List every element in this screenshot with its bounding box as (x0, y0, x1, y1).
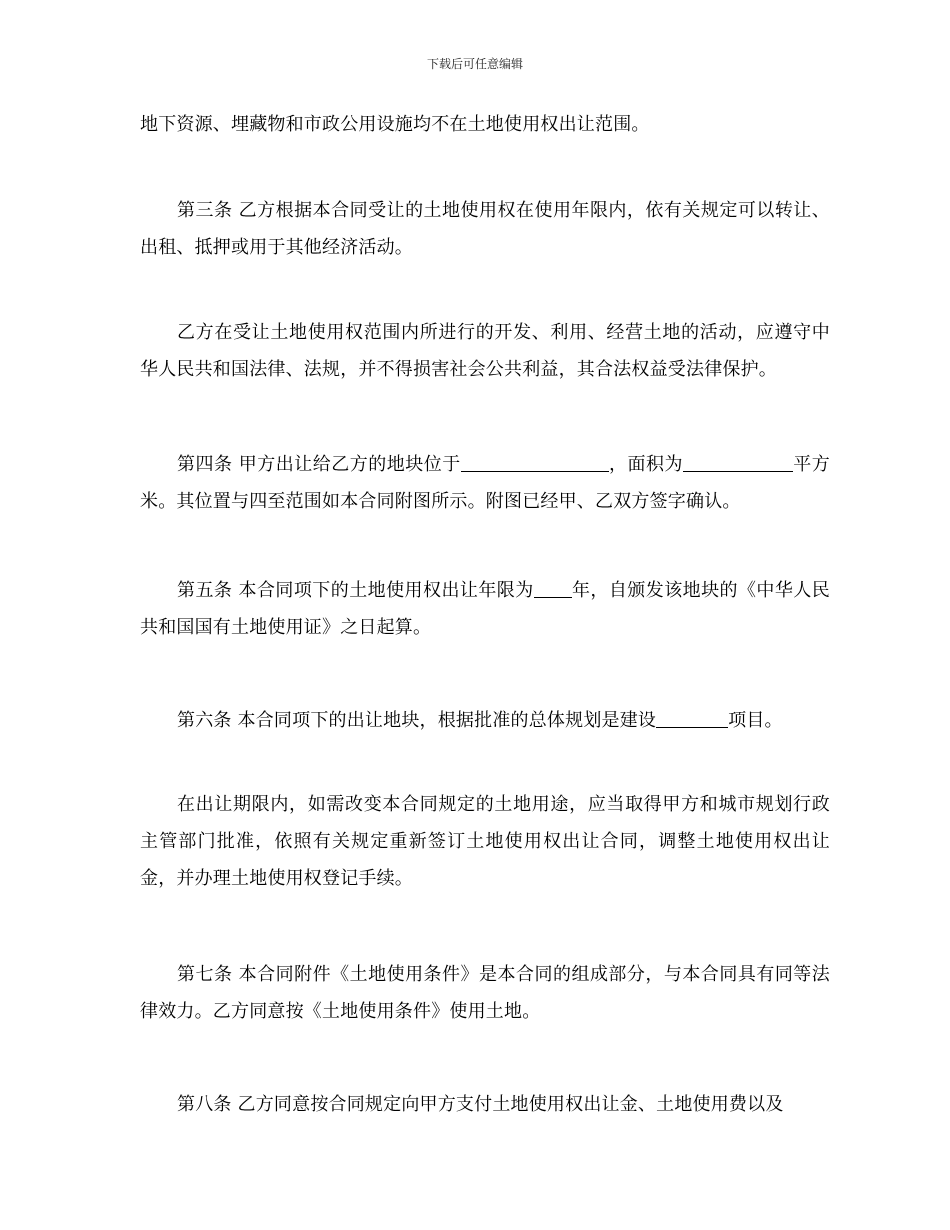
article-4-remainder: 平方米。其位置与四至范围如本合同附图所示。附图已经甲、乙双方签字确认。 (140, 454, 830, 512)
term-years-blank[interactable] (534, 577, 572, 598)
article-4 (140, 446, 830, 520)
page-header: 下载后可任意编辑 (426, 57, 523, 71)
project-blank[interactable] (656, 707, 728, 728)
article-6-remainder: 项目。 (728, 710, 783, 731)
article-5-term-text: 第五条 本合同项下的土地使用权出让年限为 (177, 580, 534, 601)
article-8: 第八条 乙方同意按合同规定向甲方支付土地使用权出让金、土地使用费以及 (177, 1094, 784, 1115)
article-6-text: 第六条 本合同项下的出让地块，根据批准的总体规划是建设 (177, 710, 657, 731)
article-4-area-text: ，面积为 (608, 454, 683, 475)
location-blank[interactable] (461, 451, 609, 472)
paragraph-development-activities: 乙方在受让土地使用权范围内所进行的开发、利用、经营土地的活动，应遵守中华人民共和国法律、法规，并不得损害社会公共利益，其合法权益受法律保护。 (140, 322, 830, 380)
article-5-remainder: 年，自颁发该地块的《中华人民共和国国有土地使用证》之日起算。 (140, 580, 830, 638)
article-5 (140, 572, 830, 646)
paragraph-change-of-use: 在出让期限内，如需改变本合同规定的土地用途，应当取得甲方和城市规划行政主管部门批准，依照有关规定重新签订土地使用权出让合同，调整土地使用权出让金，并办理土地使用权登记手续。 (140, 794, 830, 889)
article-3: 第三条 乙方根据本合同受让的土地使用权在使用年限内，依有关规定可以转让、出租、抵押或用于其他经济活动。 (140, 200, 830, 258)
article-4-location-text: 第四条 甲方出让给乙方的地块位于 (177, 454, 461, 475)
article-7: 第七条 本合同附件《土地使用条件》是本合同的组成部分，与本合同具有同等法律效力。乙方同意按《土地使用条件》使用土地。 (140, 964, 830, 1022)
area-blank[interactable] (683, 451, 793, 472)
paragraph-continuation: 地下资源、埋藏物和市政公用设施均不在土地使用权出让范围。 (140, 114, 650, 135)
article-6 (140, 702, 830, 739)
